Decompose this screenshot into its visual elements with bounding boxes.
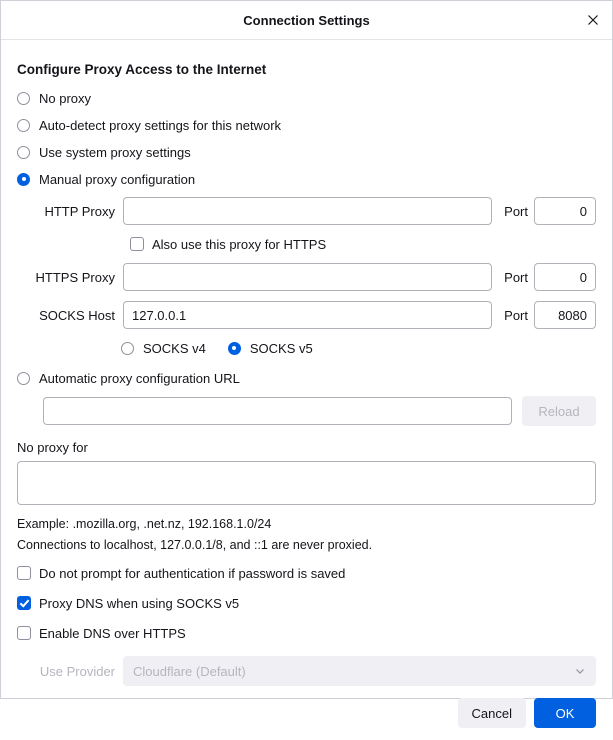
dialog-content [1,40,612,686]
radio-no-proxy-label: No proxy [39,90,92,106]
doh-checkbox[interactable] [17,626,31,640]
radio-system-proxy-label: Use system proxy settings [39,144,191,160]
socks-port-input[interactable] [534,301,596,329]
radio-manual-proxy-indicator [17,173,30,186]
close-icon [586,13,600,27]
radio-pac-url-indicator [17,372,30,385]
doh-label: Enable DNS over HTTPS [39,625,186,641]
https-proxy-input[interactable] [123,263,492,291]
radio-auto-detect[interactable] [17,116,596,134]
no-auth-prompt-checkbox[interactable] [17,566,31,580]
radio-system-proxy-indicator [17,146,30,159]
https-port-input[interactable] [534,263,596,291]
http-proxy-row [17,197,596,225]
socks-port-label: Port [504,307,528,323]
radio-socks-v5[interactable] [228,339,313,357]
http-port-input[interactable] [534,197,596,225]
ok-button[interactable]: OK [534,698,596,728]
provider-select[interactable] [123,656,596,686]
checkbox-row-proxy-dns[interactable] [17,594,596,612]
radio-no-proxy-indicator [17,92,30,105]
reload-button[interactable]: Reload [522,396,596,426]
page-title: Configure Proxy Access to the Internet [17,62,267,77]
socks-version-row [121,339,596,357]
no-proxy-for-textarea[interactable] [17,461,596,505]
https-proxy-label: HTTPS Proxy [35,269,115,285]
radio-manual-proxy-label: Manual proxy configuration [39,171,196,187]
pac-url-row [43,396,596,426]
radio-auto-detect-indicator [17,119,30,132]
radio-pac-url[interactable] [17,369,596,387]
radio-socks-v5-label: SOCKS v5 [249,340,313,356]
no-proxy-note: Connections to localhost, 127.0.0.1/8, and ::1 are never proxied. [17,538,373,552]
checkbox-row-doh[interactable] [17,624,596,642]
also-https-checkbox-row[interactable] [130,235,596,253]
https-proxy-row [17,263,596,291]
radio-system-proxy[interactable] [17,143,596,161]
cancel-button[interactable]: Cancel [458,698,526,728]
radio-manual-proxy[interactable] [17,170,596,188]
radio-socks-v4-label: SOCKS v4 [143,340,206,356]
radio-pac-url-label: Automatic proxy configuration URL [39,370,240,386]
chevron-down-icon [574,656,586,686]
https-port-label: Port [504,269,528,285]
socks-host-input[interactable] [123,301,492,329]
http-proxy-label: HTTP Proxy [44,203,115,219]
provider-label: Use Provider [39,663,115,679]
also-https-label: Also use this proxy for HTTPS [152,236,327,252]
radio-socks-v4-indicator [121,342,134,355]
pac-url-input[interactable] [43,397,512,425]
proxy-dns-label: Proxy DNS when using SOCKS v5 [39,595,240,611]
also-https-checkbox[interactable] [130,237,144,251]
socks-host-label: SOCKS Host [39,307,115,323]
radio-socks-v4[interactable] [121,339,206,357]
socks-host-row [17,301,596,329]
close-button[interactable] [580,7,606,33]
provider-row [17,656,596,686]
no-auth-prompt-label: Do not prompt for authentication if password is saved [39,565,346,581]
radio-auto-detect-label: Auto-detect proxy settings for this network [39,117,282,133]
http-port-label: Port [504,203,528,219]
proxy-dns-checkbox[interactable] [17,596,31,610]
http-proxy-input[interactable] [123,197,492,225]
provider-select-value: Cloudflare (Default) [133,663,246,679]
dialog-title: Connection Settings [243,12,370,28]
dialog-titlebar [1,1,612,40]
radio-socks-v5-indicator [228,342,241,355]
radio-no-proxy[interactable] [17,89,596,107]
checkbox-row-no-auth-prompt[interactable] [17,564,596,582]
dialog-footer [1,686,612,740]
no-proxy-example: Example: .mozilla.org, .net.nz, 192.168.1.0/24 [17,517,272,531]
no-proxy-for-label: No proxy for [17,440,88,455]
